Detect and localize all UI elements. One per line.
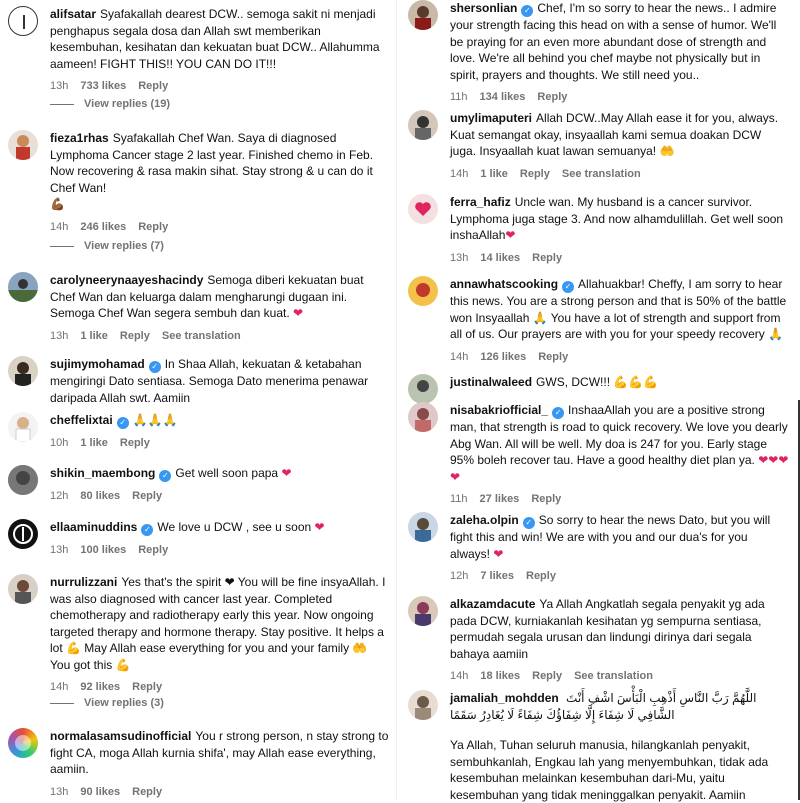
- likes-count[interactable]: 14 likes: [480, 251, 521, 264]
- comment-meta: [50, 542, 390, 559]
- avatar[interactable]: [8, 728, 38, 758]
- view-replies-label: View replies (7): [84, 240, 164, 252]
- comment-text: In Shaa Allah, kekuatan & ketabahan mengiringi Dato sentiasa. Semoga Dato menerima penawar daripada Allah swt. Aamiin: [50, 357, 369, 405]
- avatar[interactable]: [408, 276, 438, 306]
- username[interactable]: umylimaputeri: [450, 111, 533, 125]
- comment-text: Chef, I'm so sorry to hear the news.. I admire your strength facing this head on with a sense of humor. We'll be praying for an even more abundant dose of strength and love. We're all behind you chef maybe not physically but in spirit, prayers and thoughts. We still need you..: [450, 1, 777, 82]
- likes-count[interactable]: 1 like: [80, 329, 108, 342]
- emoji: 🤲: [659, 144, 675, 158]
- heart-emoji: ❤: [281, 466, 292, 480]
- timestamp: 13h: [450, 251, 469, 264]
- username[interactable]: shikin_maembong: [50, 466, 156, 480]
- username[interactable]: zaleha.olpin: [450, 513, 519, 527]
- arabic-text: اللَّهُمَّ رَبَّ النَّاسِ أَذْهِبِ الْبَأْسَ اشْفِ أَنْتَ الشَّافِي لَا شِفَاءَ إِلَّا شِفَاؤُكَ شِفَاءً لَا يُغَادِرُ سَقَمًا: [450, 691, 757, 722]
- comment-meta: [450, 166, 790, 183]
- comment-meta: [50, 435, 390, 452]
- comment-meta: [450, 491, 790, 508]
- comment-meta: [50, 488, 390, 505]
- comment-text: You r strong person, n stay strong to fight CA, moga Allah kurnia shifa', may Allah ease everything, aamiin.: [50, 729, 389, 776]
- timestamp: 11h: [450, 91, 468, 103]
- comment-meta: [50, 328, 390, 345]
- timestamp: 14h: [50, 681, 69, 693]
- timestamp: 13h: [50, 544, 69, 556]
- username[interactable]: sujimymohamad: [50, 357, 145, 371]
- heart-emoji: ❤: [450, 469, 461, 484]
- avatar[interactable]: [408, 0, 438, 30]
- verified-badge-icon: ✓: [521, 5, 533, 17]
- comment-text: Yes that's the spirit ❤ You will be fine insyaAllah. I was also diagnosed with cancer last year. Completed chemotherapy and radiotherapy early this year. Now ongoing targeted therapy and hormone therapy. Stay positive. It helps a lot 💪 May Allah ease everything for you and your family 🤲 You got this 💪: [50, 575, 386, 672]
- avatar[interactable]: [8, 130, 38, 160]
- comment-meta: [50, 784, 390, 801]
- comment-text: Semoga diberi kekuatan buat Chef Wan dan keluarga dalam mengharungi dugaan ini. Semoga Chef Wan segera sembuh dan kuat.: [50, 273, 364, 320]
- username[interactable]: annawhatscooking: [450, 277, 559, 291]
- comment-meta: [450, 568, 790, 585]
- username[interactable]: nurrulizzani: [50, 575, 118, 589]
- likes-count[interactable]: 1 like: [80, 437, 108, 449]
- reply-button[interactable]: Reply: [119, 329, 150, 342]
- reply-button[interactable]: Reply: [138, 544, 169, 556]
- heart-emoji: ❤❤❤: [758, 453, 789, 467]
- comments-column-left: [0, 0, 400, 800]
- reply-button[interactable]: Reply: [519, 167, 550, 180]
- divider-line: [50, 703, 74, 704]
- heart-emoji: ❤: [505, 228, 516, 242]
- view-replies-button[interactable]: [50, 98, 170, 110]
- likes-count[interactable]: 92 likes: [80, 681, 121, 693]
- avatar[interactable]: [408, 690, 438, 720]
- comment-text: InshaaAllah you are a positive strong man, that strength is road to quick recovery. We love you dearly Abg Wan. All will be well. My doa is 247 for you. Early stage 95% boleh recover tau. Have a good healthy diet plan ya.: [450, 403, 788, 467]
- likes-count[interactable]: 100 likes: [80, 544, 127, 556]
- divider-line: [50, 104, 74, 105]
- avatar[interactable]: [8, 412, 38, 442]
- avatar[interactable]: [408, 512, 438, 542]
- reply-button[interactable]: Reply: [138, 80, 169, 92]
- reply-button[interactable]: Reply: [132, 785, 163, 798]
- comment-text: Syafakallah Chef Wan. Saya di diagnosed Lymphoma Cancer stage 2 last year. Finished chemo in Feb. Now recovering & rasa makin sihat. Stay strong & u can do it Chef Wan!: [50, 131, 374, 195]
- likes-count[interactable]: 18 likes: [480, 670, 521, 682]
- comment-text: 🙏🙏🙏: [132, 413, 178, 427]
- reply-button[interactable]: Reply: [531, 493, 562, 505]
- username[interactable]: cheffelixtai: [50, 413, 113, 427]
- avatar[interactable]: [8, 6, 38, 36]
- avatar[interactable]: [8, 272, 38, 302]
- divider-line: [50, 246, 74, 247]
- heart-emoji: ❤: [293, 306, 304, 320]
- verified-badge-icon: ✓: [159, 470, 171, 482]
- avatar[interactable]: [8, 465, 38, 495]
- timestamp: 14h: [50, 220, 69, 233]
- see-translation-button[interactable]: See translation: [161, 329, 241, 342]
- comment-text: Ya Allah Angkatlah segala penyakit yg ada pada DCW, kurniakanlah kesihatan yg sempurna sentiasa, permudah segala urusan dan lindungi dirinya dari segala bahaya aamiin: [450, 597, 765, 661]
- likes-count[interactable]: 1 like: [480, 167, 508, 180]
- reply-button[interactable]: Reply: [138, 220, 169, 233]
- see-translation-button[interactable]: See translation: [574, 670, 653, 682]
- avatar[interactable]: [408, 596, 438, 626]
- reply-button[interactable]: Reply: [537, 91, 568, 103]
- username[interactable]: shersonlian: [450, 1, 518, 15]
- avatar[interactable]: [408, 374, 438, 404]
- verified-badge-icon: ✓: [562, 281, 574, 293]
- likes-count[interactable]: 90 likes: [80, 785, 121, 798]
- verified-badge-icon: ✓: [149, 361, 161, 373]
- timestamp: 14h: [450, 167, 469, 180]
- view-replies-label: View replies (19): [84, 98, 171, 110]
- comment-text: Ya Allah, Tuhan seluruh manusia, hilangkanlah penyakit, sembuhkanlah, Engkau lah yang menyembuhkan, tidak ada kesembuhan melainkan kesembuhan dari-Mu, yaitu kesembuhan yang tidak meninggalkan penyakit. Aamiin: [450, 738, 769, 802]
- avatar[interactable]: [408, 194, 438, 224]
- reply-button[interactable]: Reply: [119, 437, 150, 449]
- username[interactable]: alifsatar: [50, 7, 97, 21]
- username[interactable]: alkazamdacute: [450, 597, 536, 611]
- emoji: 💪🏾: [50, 197, 65, 211]
- timestamp: 12h: [450, 570, 469, 582]
- avatar[interactable]: [8, 519, 38, 549]
- comment-text: Get well soon papa: [175, 466, 279, 480]
- reply-button[interactable]: Reply: [132, 681, 163, 693]
- avatar[interactable]: [8, 574, 38, 604]
- username[interactable]: ellaaminuddins: [50, 520, 138, 534]
- timestamp: 13h: [50, 80, 69, 92]
- username[interactable]: carolyneerynaayeshacindy: [50, 273, 204, 287]
- avatar[interactable]: [8, 356, 38, 386]
- timestamp: 12h: [50, 490, 69, 502]
- heart-emoji: ❤: [314, 520, 325, 534]
- emoji: 💪💪💪: [613, 375, 659, 389]
- likes-count[interactable]: 27 likes: [479, 493, 520, 505]
- timestamp: 13h: [50, 785, 69, 798]
- likes-count[interactable]: 7 likes: [480, 570, 514, 582]
- likes-count[interactable]: 733 likes: [80, 80, 127, 92]
- comment-meta: [450, 349, 790, 366]
- reply-button[interactable]: Reply: [532, 670, 563, 682]
- username[interactable]: normalasamsudinofficial: [50, 729, 192, 743]
- reply-button[interactable]: Reply: [532, 251, 563, 264]
- comment-text: Allah DCW..May Allah ease it for you, always. Kuat semangat okay, insyaallah kami semua doakan DCW juga. Insyaallah kuat lawan semuanya!: [450, 111, 779, 158]
- comment-meta: [50, 78, 390, 95]
- timestamp: 11h: [450, 493, 468, 505]
- comment-meta: [450, 89, 790, 106]
- verified-badge-icon: ✓: [141, 524, 153, 536]
- verified-badge-icon: ✓: [523, 517, 535, 529]
- heart-emoji: ❤: [493, 546, 504, 561]
- avatar[interactable]: [408, 110, 438, 140]
- comment-text: Uncle wan. My husband is a cancer survivor. Lymphoma juga stage 3. And now alhamdulillah. Get well soon inshaAllah: [450, 195, 784, 242]
- comment-text: Syafakallah dearest DCW.. semoga sakit ni menjadi penghapus segala dosa dan Allah swt memberikan kesembuhan, kesihatan dan kekuatan buat DCW.. Allahumma aameen! FIGHT THIS!! YOU CAN DO IT!!!: [50, 7, 380, 71]
- timestamp: 14h: [450, 670, 469, 682]
- username[interactable]: justinalwaleed: [450, 375, 533, 389]
- likes-count[interactable]: 134 likes: [479, 91, 526, 103]
- username[interactable]: ferra_hafiz: [450, 195, 511, 209]
- timestamp: 14h: [450, 350, 469, 363]
- username[interactable]: fieza1rhas: [50, 131, 109, 145]
- verified-badge-icon: ✓: [117, 417, 129, 429]
- likes-count[interactable]: 80 likes: [80, 490, 121, 502]
- comment-text: We love u DCW , see u soon: [157, 520, 312, 534]
- likes-count[interactable]: 246 likes: [80, 220, 127, 233]
- comment-meta: [50, 679, 390, 696]
- view-replies-label: View replies (3): [84, 697, 164, 709]
- reply-button[interactable]: Reply: [526, 570, 556, 582]
- comment-meta: [450, 668, 790, 685]
- timestamp: 10h: [50, 437, 69, 449]
- reply-button[interactable]: Reply: [538, 350, 569, 363]
- view-replies-button[interactable]: [50, 697, 164, 709]
- comment-text: So sorry to hear the news Dato, but you will fight this and win! We are with you and our dua's for you always!: [450, 513, 771, 561]
- comment-meta: [450, 250, 790, 267]
- likes-count[interactable]: 126 likes: [480, 350, 527, 363]
- comment-text: GWS, DCW!!!: [536, 375, 611, 389]
- username[interactable]: nisabakriofficial_: [450, 403, 549, 417]
- username[interactable]: jamaliah_mohdden: [450, 691, 559, 705]
- see-translation-button[interactable]: See translation: [561, 167, 641, 180]
- verified-badge-icon: ✓: [552, 407, 564, 419]
- comments-column-right: [400, 0, 800, 800]
- view-replies-button[interactable]: [50, 240, 164, 252]
- comment-meta: [50, 219, 390, 236]
- avatar[interactable]: [408, 402, 438, 432]
- reply-button[interactable]: Reply: [132, 490, 163, 502]
- timestamp: 13h: [50, 329, 69, 342]
- comment-text: Allahuakbar! Cheffy, I am sorry to hear this news. You are a strong person and that is 50% of the battle won Insyaallah 🙏 You have a lot of strength and support from all of us. Our prayers are with you for your speedy recovery 🙏: [450, 277, 787, 341]
